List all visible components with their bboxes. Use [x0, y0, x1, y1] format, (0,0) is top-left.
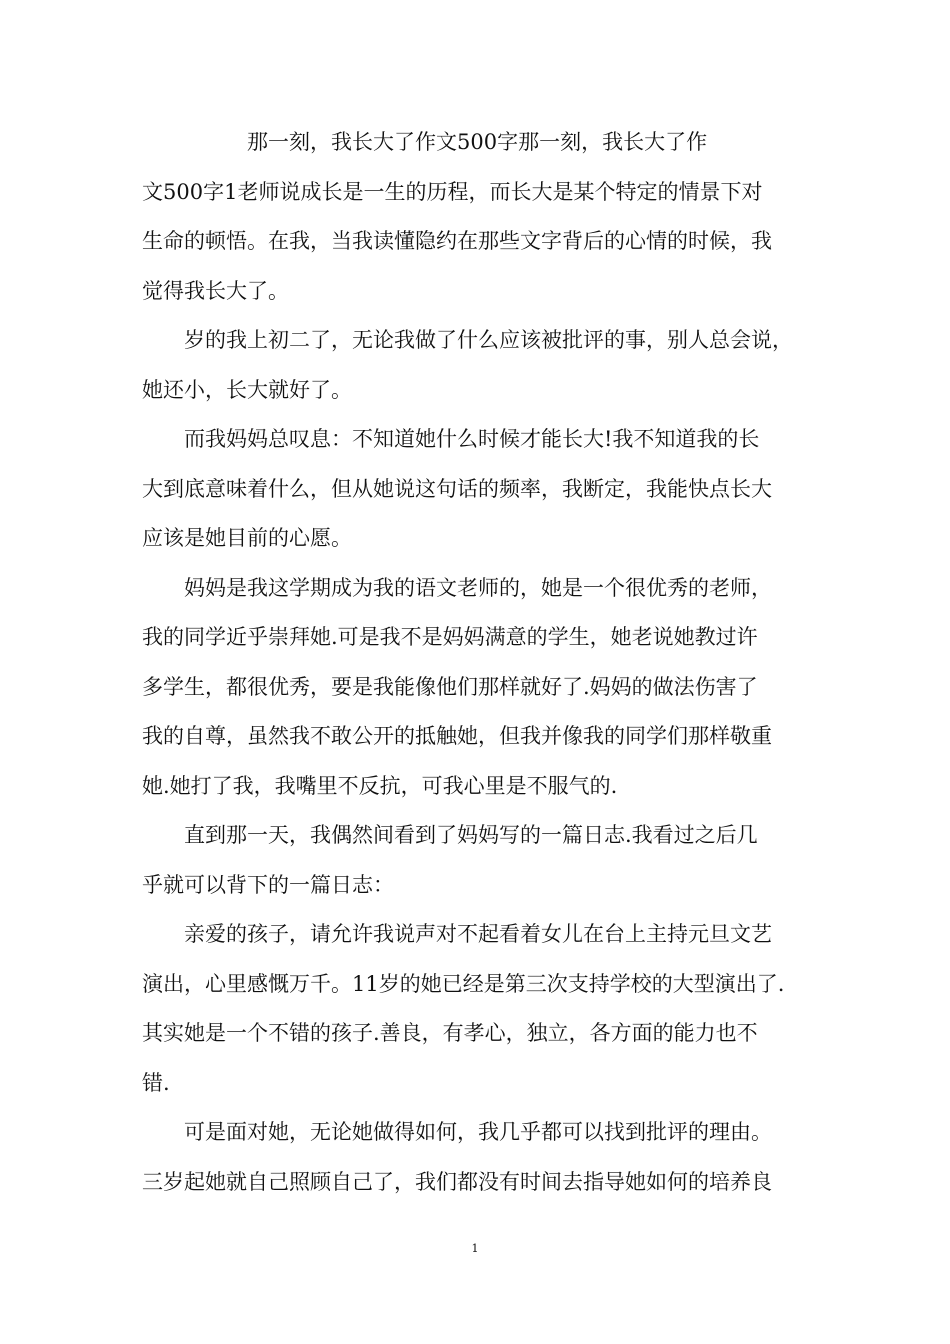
text-line: 而我妈妈总叹息：不知道她什么时候才能长大!我不知道我的长: [142, 427, 760, 451]
text-line: 那一刻，我长大了作文500字那一刻，我长大了作: [142, 130, 708, 154]
text-line: 多学生，都很优秀，要是我能像他们那样就好了.妈妈的做法伤害了: [142, 674, 758, 699]
body-text: [142, 118, 832, 1207]
text-line: 亲爱的孩子，请允许我说声对不起看着女儿在台上主持元旦文艺: [142, 922, 772, 946]
text-line: 觉得我长大了。: [142, 278, 289, 303]
text-line: 她还小，长大就好了。: [142, 377, 352, 402]
text-line: 应该是她目前的心愿。: [142, 526, 352, 550]
text-line: 妈妈是我这学期成为我的语文老师的，她是一个很优秀的老师，: [142, 575, 772, 600]
text-line: 演出，心里感慨万千。11岁的她已经是第三次支持学校的大型演出了.: [142, 971, 785, 996]
text-line: 错.: [142, 1070, 170, 1095]
text-line: 其实她是一个不错的孩子.善良，有孝心，独立，各方面的能力也不: [142, 1021, 758, 1045]
text-line: 我的同学近乎崇拜她.可是我不是妈妈满意的学生，她老说她教过许: [142, 625, 758, 649]
text-line: 直到那一天，我偶然间看到了妈妈写的一篇日志.我看过之后几: [142, 823, 758, 847]
text-line: 三岁起她就自己照顾自己了，我们都没有时间去指导她如何的培养良: [142, 1169, 772, 1194]
text-line: 我的自尊，虽然我不敢公开的抵触她，但我并像我的同学们那样敬重: [142, 724, 772, 748]
page-number: 1: [471, 1242, 479, 1255]
text-line: 可是面对她，无论她做得如何，我几乎都可以找到批评的理由。: [142, 1120, 772, 1144]
text-line: 她.她打了我，我嘴里不反抗，可我心里是不服气的.: [142, 773, 618, 798]
text-line: 大到底意味着什么，但从她说这句话的频率，我断定，我能快点长大: [142, 476, 772, 501]
text-line: 生命的顿悟。在我，当我读懂隐约在那些文字背后的心情的时候，我: [142, 229, 772, 253]
text-line: 文500字1老师说成长是一生的历程，而长大是某个特定的情景下对: [142, 179, 763, 204]
text-line: 乎就可以背下的一篇日志：: [142, 872, 394, 897]
text-line: 岁的我上初二了，无论我做了什么应该被批评的事，别人总会说，: [142, 328, 793, 352]
